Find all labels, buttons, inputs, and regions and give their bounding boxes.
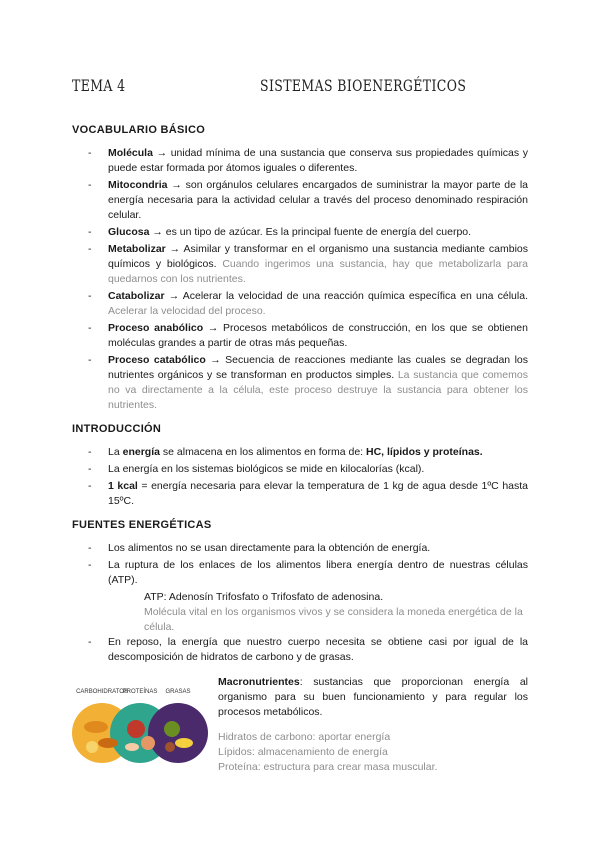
- document-body: [72, 124, 528, 785]
- atp-block: [72, 590, 528, 635]
- vocab-section: [72, 124, 528, 413]
- vocab-def: → unidad mínima de una sustancia que conserva sus propiedades químicas y puede estar formada por átomos iguales o diferentes.: [108, 147, 528, 174]
- vocab-term: Metabolizar: [108, 243, 166, 255]
- vocab-def: → es un tipo de azúcar. Es la principal fuente de energía del cuerpo.: [149, 226, 472, 238]
- illustration-label-fats: GRASAS: [165, 689, 191, 695]
- macronutrients-term: Macronutrientes: [218, 676, 300, 688]
- vocab-note: Acelerar la velocidad del proceso.: [108, 305, 266, 317]
- macronutrients-definition: [218, 675, 528, 720]
- intro-bold: HC, lípidos y proteínas.: [366, 446, 483, 458]
- macronutrients-illustration: [72, 681, 212, 767]
- intro-list: [72, 445, 528, 509]
- intro-text: = energía necesaria para elevar la temperatura de 1 kg de agua desde 1ºC hasta 15ºC.: [108, 480, 529, 507]
- macronutrients-text: [218, 675, 528, 775]
- vocab-item: [72, 289, 528, 319]
- vocab-note: La sustancia que comemos no va directamente a la célula, este proceso destruye la sustancia para obtener los nutrientes.: [108, 369, 528, 411]
- intro-heading: INTRODUCCIÓN: [72, 423, 162, 435]
- vocab-def: → Procesos metabólicos de construcción, en los que se obtienen moléculas grandes a partir de otras más pequeñas.: [108, 322, 528, 349]
- intro-text: La: [108, 446, 123, 458]
- macro-hc: Hidratos de carbono: aportar energía: [218, 731, 391, 743]
- vocab-def: → son orgánulos celulares encargados de suministrar la mayor parte de la energía necesaria para la actividad celular a través del proceso denominado respiración celular.: [108, 179, 528, 221]
- vocab-term: Molécula: [108, 147, 153, 159]
- vocab-list: [72, 146, 528, 413]
- macro-lipids: Lípidos: almacenamiento de energía: [218, 746, 388, 758]
- vocab-heading: VOCABULARIO BÁSICO: [72, 124, 206, 136]
- macro-protein: Proteína: estructura para crear masa muscular.: [218, 761, 438, 773]
- intro-item: [72, 445, 528, 460]
- vocab-item: [72, 178, 528, 223]
- vocab-def: → Acelerar la velocidad de una reacción química específica en una célula.: [164, 290, 528, 302]
- vocab-term: Proceso catabólico: [108, 354, 206, 366]
- sources-heading: FUENTES ENERGÉTICAS: [72, 519, 212, 531]
- macronutrients-def: : sustancias que proporcionan energía al organismo para su buen funcionamiento y para regular los procesos metabólicos.: [218, 676, 528, 718]
- illustration-label-carbs: CARBOHIDRATOS: [76, 689, 128, 695]
- sources-section: [72, 519, 528, 665]
- sources-text: La ruptura de los enlaces de los alimentos libera energía dentro de nuestras células (ATP).: [108, 559, 528, 586]
- sources-item: [72, 558, 528, 588]
- vocab-item: [72, 146, 528, 176]
- sources-text: En reposo, la energía que nuestro cuerpo necesita se obtiene casi por igual de la descomposición de hidratos de carbono y de grasas.: [108, 636, 528, 663]
- intro-text: se almacena en los alimentos en forma de:: [159, 446, 366, 458]
- atp-note: Molécula vital en los organismos vivos y se considera la moneda energética de la célula.: [144, 606, 523, 633]
- macronutrients-functions: [218, 730, 528, 775]
- document-title: SISTEMAS BIOENERGÉTICOS: [260, 76, 467, 95]
- vocab-item: [72, 353, 528, 413]
- intro-bold: energía: [122, 446, 160, 458]
- vocab-item: [72, 225, 528, 240]
- vocab-item: [72, 321, 528, 351]
- vocab-note: Cuando ingerimos una sustancia, hay que metabolizarla para quedarnos con los nutrientes.: [108, 258, 529, 285]
- document-header: [72, 76, 528, 98]
- sources-item: [72, 541, 528, 556]
- vocab-term: Mitocondria: [108, 179, 168, 191]
- intro-text: La energía en los sistemas biológicos se mide en kilocalorías (kcal).: [108, 463, 425, 475]
- vocab-def: → Secuencia de reacciones mediante las cuales se degradan los nutrientes orgánicos y se transforman en productos simples.: [108, 354, 528, 381]
- intro-bold: 1 kcal: [108, 480, 138, 492]
- vocab-item: [72, 242, 528, 287]
- intro-item: [72, 479, 528, 509]
- vocab-term: Proceso anabólico: [108, 322, 204, 334]
- intro-section: [72, 423, 528, 509]
- sources-list-2: [72, 635, 528, 665]
- illustration-label-proteins: PROTEÍNAS: [122, 689, 158, 695]
- sources-text: Los alimentos no se usan directamente para la obtención de energía.: [108, 542, 431, 554]
- vocab-def: → Asimilar y transformar en el organismo una sustancia mediante cambios químicos y biológicos.: [108, 243, 528, 270]
- vocab-term: Glucosa: [108, 226, 150, 238]
- vocab-term: Catabolizar: [108, 290, 165, 302]
- macronutrients-block: [72, 675, 528, 785]
- topic-number: TEMA 4: [72, 76, 126, 95]
- atp-definition: ATP: Adenosín Trifosfato o Trifosfato de adenosina.: [144, 591, 384, 603]
- sources-item: [72, 635, 528, 665]
- intro-item: [72, 462, 528, 477]
- sources-list: [72, 541, 528, 588]
